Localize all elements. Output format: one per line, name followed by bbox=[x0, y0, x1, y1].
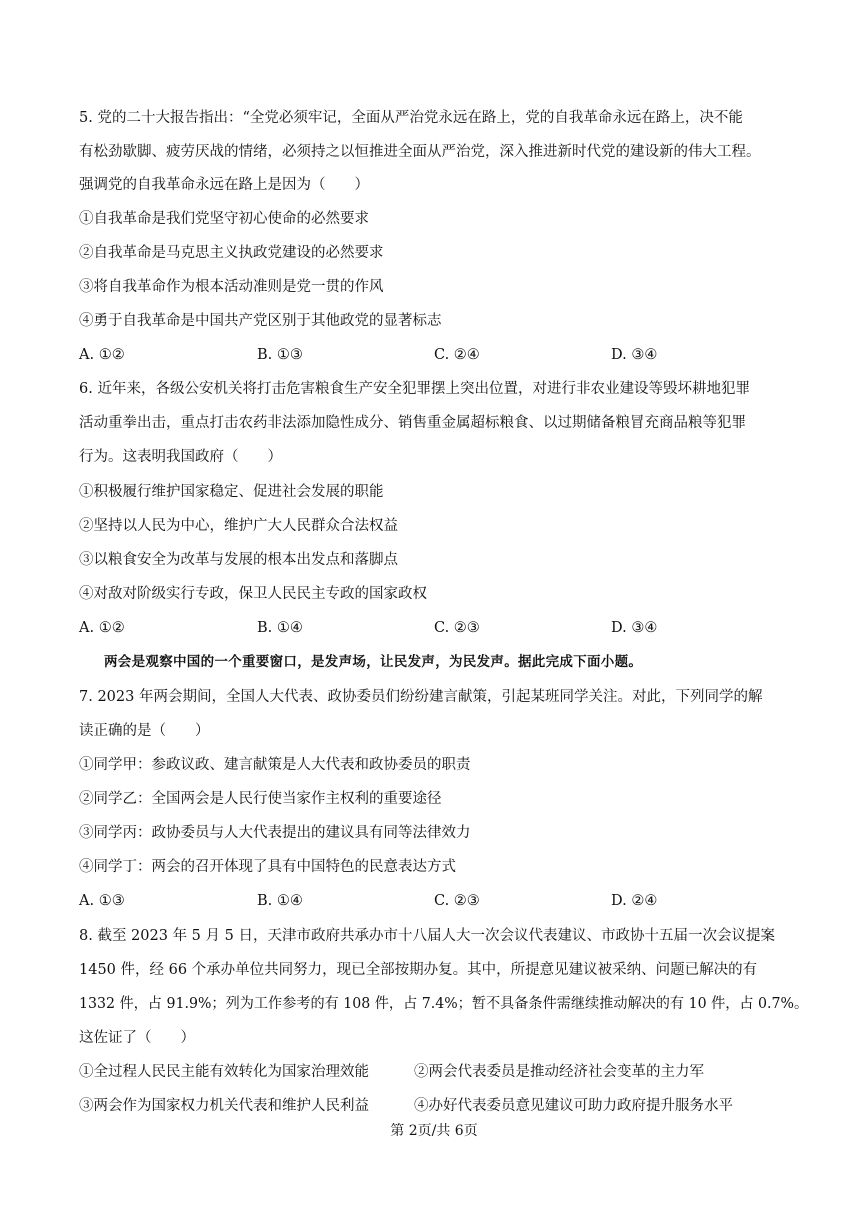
q5-item-3: ③将自我革命作为根本活动准则是党一贯的作风 bbox=[79, 279, 384, 295]
q6-stem-line-3: 行为。这表明我国政府（ ） bbox=[79, 449, 282, 465]
q7-item-3: ③同学丙：政协委员与人大代表提出的建议具有同等法律效力 bbox=[79, 825, 471, 841]
q7-stem-line-1: 7. 2023 年两会期间，全国人大代表、政协委员们纷纷建言献策，引起某班同学关注。对此，下列同学的解 bbox=[79, 689, 763, 705]
q6-item-2: ②坚持以人民为中心，维护广大人民群众合法权益 bbox=[79, 518, 398, 534]
q8-stem-line-4: 这佐证了（ ） bbox=[79, 1030, 195, 1046]
q6-stem-line-2: 活动重拳出击，重点打击农药非法添加隐性成分、销售重金属超标粮食、以过期储备粮冒充商品粮等犯罪 bbox=[79, 415, 746, 431]
q6-item-4: ④对敌对阶级实行专政，保卫人民民主专政的国家政权 bbox=[79, 586, 427, 602]
page-number: 第 2页/共 6页 bbox=[390, 1123, 478, 1139]
q6-option-b: B. ①④ bbox=[257, 620, 303, 636]
q5-option-b: B. ①③ bbox=[257, 347, 303, 363]
q5-stem-line-2: 有松劲歇脚、疲劳厌战的情绪，必须持之以恒推进全面从严治党，深入推进新时代党的建设新的伟大工程。 bbox=[79, 144, 761, 160]
q8-stem-line-2: 1450 件，经 66 个承办单位共同努力，现已全部按期办复。其中，所提意见建议被采纳、问题已解决的有 bbox=[79, 962, 758, 978]
q7-option-a: A. ①③ bbox=[79, 893, 125, 909]
q7-item-1: ①同学甲：参政议政、建言献策是人大代表和政协委员的职责 bbox=[79, 757, 471, 773]
q5-stem-line-3: 强调党的自我革命永远在路上是因为（ ） bbox=[79, 177, 369, 193]
q5-option-c: C. ②④ bbox=[434, 347, 480, 363]
q7-item-2: ②同学乙：全国两会是人民行使当家作主权利的重要途径 bbox=[79, 791, 442, 807]
q8-item-2: ②两会代表委员是推动经济社会变革的主力军 bbox=[414, 1064, 704, 1080]
q5-option-a: A. ①② bbox=[79, 347, 125, 363]
q8-item-4: ④办好代表委员意见建议可助力政府提升服务水平 bbox=[414, 1098, 733, 1114]
q6-stem-line-1: 6. 近年来，各级公安机关将打击危害粮食生产安全犯罪摆上突出位置，对进行非农业建设等毁坏耕地犯罪 bbox=[79, 381, 750, 397]
q8-stem-line-1: 8. 截至 2023 年 5 月 5 日，天津市政府共承办市十八届人大一次会议代表建议、市政协十五届一次会议提案 bbox=[79, 928, 775, 944]
q5-stem-line-1: 5. 党的二十大报告指出：“全党必须牢记，全面从严治党永远在路上，党的自我革命永远在路上，决不能 bbox=[79, 110, 743, 126]
q7-item-4: ④同学丁：两会的召开体现了具有中国特色的民意表达方式 bbox=[79, 859, 456, 875]
q7-option-d: D. ②④ bbox=[611, 893, 658, 909]
q6-item-3: ③以粮食安全为改革与发展的根本出发点和落脚点 bbox=[79, 552, 398, 568]
q6-item-1: ①积极履行维护国家稳定、促进社会发展的职能 bbox=[79, 484, 384, 500]
q8-item-1: ①全过程人民民主能有效转化为国家治理效能 bbox=[79, 1064, 369, 1080]
q5-item-1: ①自我革命是我们党坚守初心使命的必然要求 bbox=[79, 211, 369, 227]
q6-option-d: D. ③④ bbox=[611, 620, 658, 636]
q8-item-3: ③两会作为国家权力机关代表和维护人民利益 bbox=[79, 1098, 369, 1114]
q5-item-2: ②自我革命是马克思主义执政党建设的必然要求 bbox=[79, 245, 384, 261]
q8-stem-line-3: 1332 件，占 91.9%；列为工作参考的有 108 件，占 7.4%；暂不具备条件需继续推动解决的有 10 件，占 0.7%。 bbox=[79, 996, 809, 1012]
q5-item-4: ④勇于自我革命是中国共产党区别于其他政党的显著标志 bbox=[79, 313, 442, 329]
q5-option-d: D. ③④ bbox=[611, 347, 658, 363]
q6-option-c: C. ②③ bbox=[434, 620, 480, 636]
q7-option-c: C. ②③ bbox=[434, 893, 480, 909]
q6-option-a: A. ①② bbox=[79, 620, 125, 636]
q7-stem-line-2: 读正确的是（ ） bbox=[79, 723, 210, 739]
q7-option-b: B. ①④ bbox=[257, 893, 303, 909]
q7-intro: 两会是观察中国的一个重要窗口，是发声场，让民发声，为民发声。据此完成下面小题。 bbox=[104, 654, 643, 670]
